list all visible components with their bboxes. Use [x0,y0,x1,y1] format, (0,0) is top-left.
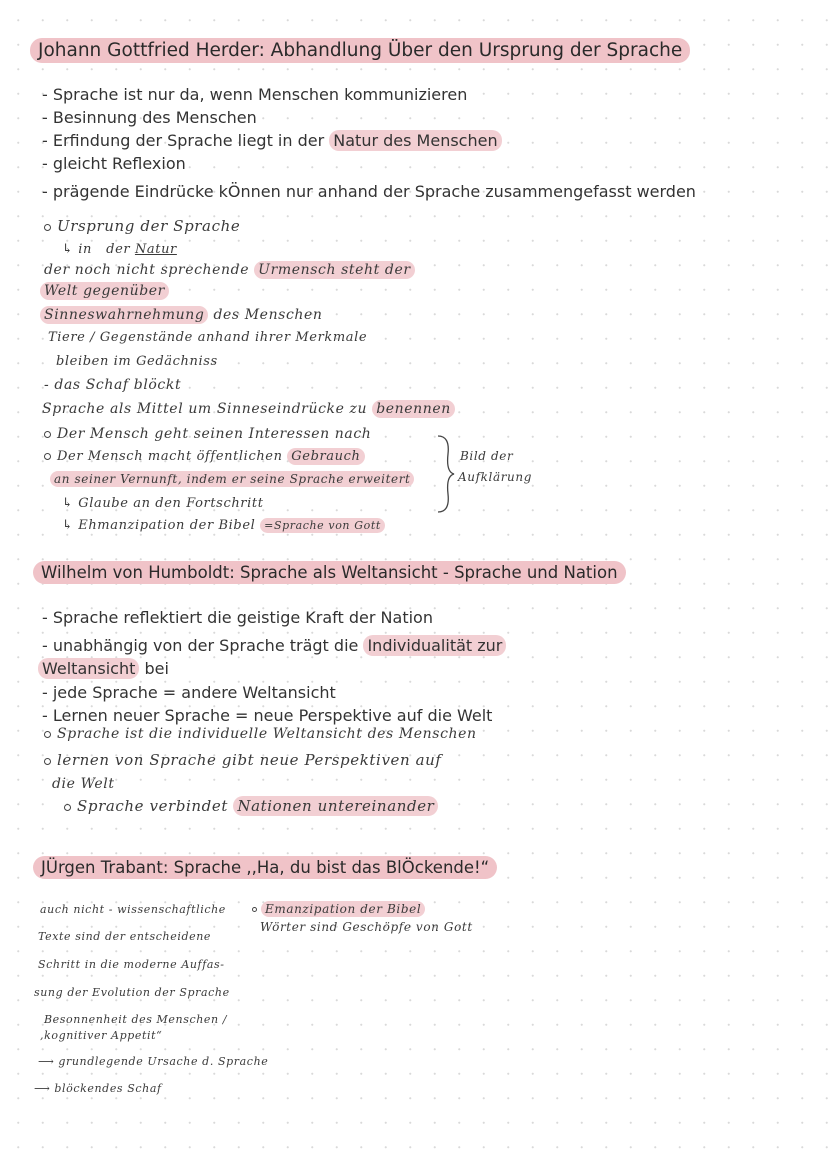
typed-bullet: - Sprache reflektiert die geistige Kraft der Nation [42,608,433,627]
bild-label: Aufklärung [458,470,532,484]
note-line: bleiben im Gedächniss [56,354,218,369]
note-line [252,902,425,916]
typed-bullet: Weltansicht bei [38,659,169,678]
bullet-dot-icon [44,224,51,231]
bullet-dot-icon [64,804,71,811]
arrow-right-icon: ⟶ [38,1055,55,1068]
note-line: Tiere / Gegenstände anhand ihrer Merkmale [48,330,368,345]
bild-label: Bild der [460,449,514,463]
highlight-vernunft: an seiner Vernunft, indem er seine Sprache erweitert [50,471,414,487]
note-line: ↳ in der Natur [62,242,177,257]
highlight-sinneswahrnehmung: Sinneswahrnehmung [40,306,208,324]
curly-brace-icon [436,434,456,514]
section-title-trabant: JÜrgen Trabant: Sprache ,,Ha, du bist das BlÖckende!“ [33,856,497,879]
note-line: ⟶ blöckendes Schaf [34,1082,162,1095]
typed-bullet: - prägende Eindrücke kÖnnen nur anhand der Sprache zusammengefasst werden [42,182,696,201]
note-line: ⟶ grundlegende Ursache d. Sprache [38,1055,269,1068]
bullet-dot-icon [44,453,51,460]
note-line: ↳ Ehmanzipation der Bibel =Sprache von Gott [62,518,385,533]
note-line: Ursprung der Sprache [44,217,240,235]
typed-bullet: - gleicht Reflexion [42,154,186,173]
bullet-dot-icon [44,731,51,738]
note-line: ↳ Glaube an den Fortschritt [62,496,264,511]
note-line [50,472,414,486]
typed-bullet: - jede Sprache = andere Weltansicht [42,683,336,702]
note-line: Besonnenheit des Menschen / [44,1013,228,1026]
note-line: der noch nicht sprechende Urmensch steht der [44,262,415,278]
highlight-gebrauch: Gebrauch [287,448,364,465]
note-line: sung der Evolution der Sprache [34,986,230,999]
note-line: lernen von Sprache gibt neue Perspektiven auf [44,751,442,769]
highlight-benennen: benennen [372,400,455,418]
note-line: Sprache als Mittel um Sinneseindrücke zu benennen [42,401,455,417]
note-line: Sprache ist die individuelle Weltansicht des Menschen [44,726,477,742]
note-line: Schritt in die moderne Auffas- [38,958,225,971]
note-line: Wörter sind Geschöpfe von Gott [260,920,473,934]
highlight-urmensch: Urmensch steht der [254,261,415,279]
note-line: Der Mensch macht öffentlichen Gebrauch [44,449,365,464]
bullet-dot-icon [252,907,257,912]
note-line: Texte sind der entscheidene [38,930,211,943]
typed-bullet: - Sprache ist nur da, wenn Menschen kommunizieren [42,85,468,104]
note-line [40,283,169,299]
section-title-herder: Johann Gottfried Herder: Abhandlung Über den Ursprung der Sprache [30,38,690,63]
bullet-dot-icon [44,431,51,438]
highlight-emanzipation: Emanzipation der Bibel [261,901,425,917]
highlight-individualitaet: Individualität zur [363,635,506,656]
note-line: Der Mensch geht seinen Interessen nach [44,426,371,442]
highlight-weltansicht: Weltansicht [38,658,139,679]
highlight-sprache-gott: =Sprache von Gott [260,518,385,533]
note-line: auch nicht - wissenschaftliche [40,903,226,916]
highlight-nationen: Nationen untereinander [233,796,438,816]
note-line: die Welt [52,776,115,792]
typed-bullet: - Lernen neuer Sprache = neue Perspektive auf die Welt [42,706,493,725]
note-line: Sprache verbindet Nationen untereinander [64,797,438,815]
typed-bullet [42,131,502,150]
bullet-text: - Erfindung der Sprache liegt in der [42,131,325,150]
note-line: ,kognitiver Appetit“ [40,1029,163,1042]
section-title-humboldt: Wilhelm von Humboldt: Sprache als Weltansicht - Sprache und Nation [33,561,626,584]
arrow-right-icon: ⟶ [34,1082,51,1095]
bullet-dot-icon [44,758,51,765]
highlight-natur: Natur des Menschen [329,130,501,151]
typed-bullet: - unabhängig von der Sprache trägt die Individualität zur [42,636,506,655]
typed-bullet: - Besinnung des Menschen [42,108,257,127]
note-line: - das Schaf blöckt [44,377,182,393]
highlight-welt: Welt gegenüber [40,282,169,300]
note-line: Sinneswahrnehmung des Menschen [40,307,323,323]
